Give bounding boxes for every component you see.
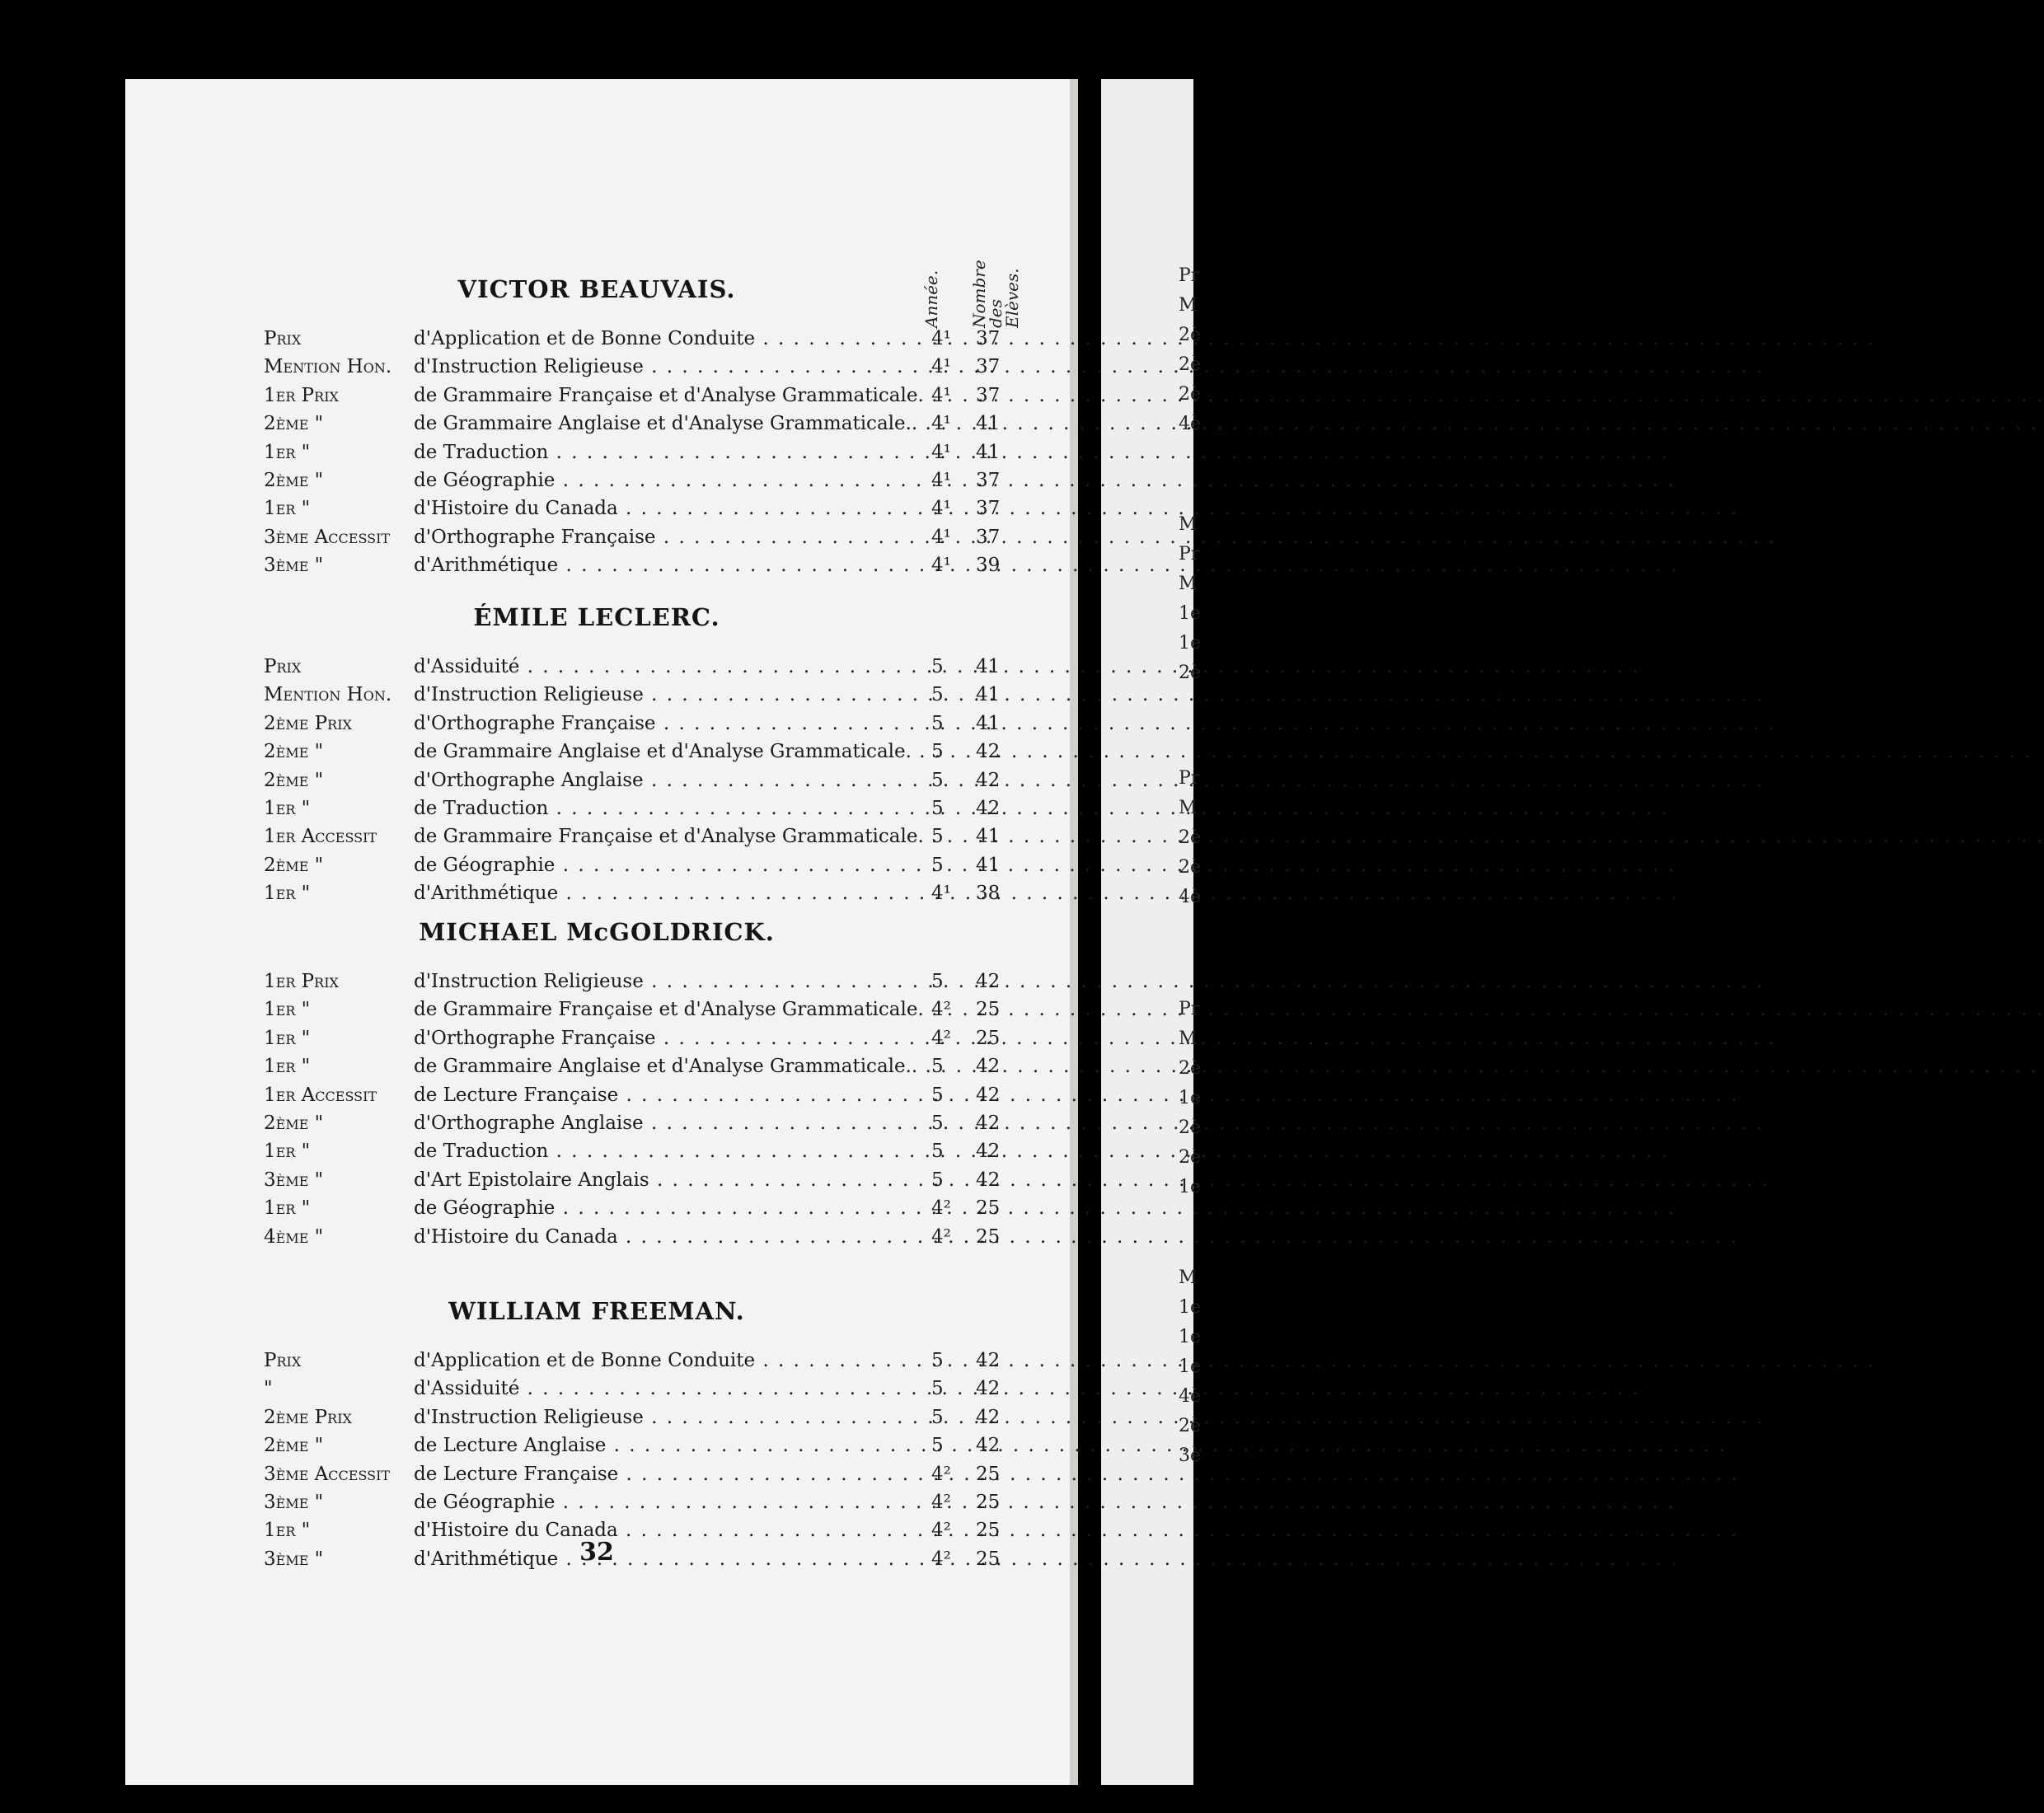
prize-year: 5 [931, 1378, 944, 1400]
prize-subject: de Traduction . . . [414, 798, 908, 819]
prize-subject: d'Instruction Religieuse . . . [414, 684, 908, 705]
prize-award: 3ème " [264, 1548, 324, 1570]
prize-pupil-count: 37 [976, 470, 1001, 491]
prize-year: 4¹ [931, 441, 951, 463]
prize-year: 4¹ [931, 498, 951, 520]
prize-pupil-count: 41 [976, 656, 1001, 677]
prize-award: Mention Hon. [264, 684, 392, 706]
prize-row [0, 713, 1193, 741]
prize-subject: d'Orthographe Anglaise . . . [414, 1113, 908, 1134]
prize-award: 2ème Prix [264, 712, 352, 734]
prize-pupil-count: 25 [976, 1492, 1001, 1513]
prize-row [0, 1085, 1193, 1113]
prize-row [0, 356, 1193, 384]
prize-award: 3ème " [264, 1492, 324, 1513]
prize-row [0, 442, 1193, 470]
prize-year: 4¹ [931, 470, 951, 491]
next-page-fragment: M [1179, 574, 1198, 594]
prize-year: 5 [931, 656, 944, 677]
prize-subject: de Traduction . . . [414, 1141, 908, 1162]
next-page-fragment: 1e [1179, 633, 1202, 654]
next-page-fragment: 4è [1179, 1386, 1202, 1407]
prize-year: 4² [931, 1520, 951, 1542]
prize-subject: d'Arithmétique . . . [414, 555, 908, 576]
prize-award: 1er Prix [264, 971, 339, 992]
prize-pupil-count: 42 [976, 1378, 1001, 1400]
next-page-fragment: 2è [1179, 857, 1202, 878]
next-page-fragment: 2è [1179, 827, 1202, 848]
prize-pupil-count: 25 [976, 1197, 1001, 1220]
prize-award: 1er " [264, 798, 311, 819]
next-page-fragment: Pr [1179, 999, 1200, 1019]
prize-award: 1er " [264, 498, 311, 520]
prize-year: 5 [931, 1406, 944, 1428]
prize-year: 5 [931, 1350, 944, 1371]
next-page-fragment: 2è [1179, 1147, 1202, 1168]
prize-row [0, 1350, 1193, 1378]
prize-year: 4² [931, 1027, 951, 1049]
prize-subject: d'Histoire du Canada . . . [414, 1226, 908, 1248]
prize-subject: d'Assiduité . . . [414, 656, 908, 677]
prize-pupil-count: 25 [976, 1463, 1001, 1485]
prize-pupil-count: 42 [976, 1084, 1001, 1106]
prize-award: 1er " [264, 1056, 311, 1078]
prize-subject: d'Application et de Bonne Conduite . . . [414, 1350, 908, 1371]
prize-award: 3ème " [264, 555, 324, 577]
prize-pupil-count: 42 [976, 1141, 1001, 1163]
prize-subject: d'Orthographe Française . . . [414, 1028, 908, 1049]
next-page-fragment: 3è [1179, 1445, 1202, 1466]
prize-row [0, 498, 1193, 526]
prize-subject: d'Orthographe Anglaise . . . [414, 770, 908, 791]
prize-year: 5 [931, 712, 944, 734]
prize-year: 4¹ [931, 555, 951, 577]
prize-pupil-count: 42 [976, 1435, 1001, 1457]
prize-row [0, 1378, 1193, 1406]
prize-pupil-count: 41 [976, 854, 1001, 876]
prize-pupil-count: 25 [976, 999, 1001, 1021]
prize-award: 1er " [264, 1520, 311, 1542]
prize-row [0, 1056, 1193, 1084]
next-page-fragment: M [1179, 295, 1198, 316]
prize-subject: de Lecture Anglaise . . . [414, 1435, 908, 1456]
prize-award: 3ème Accessit [264, 1463, 391, 1485]
prize-row [0, 1113, 1193, 1141]
prize-row [0, 1226, 1193, 1254]
prize-subject: d'Instruction Religieuse . . . [414, 1407, 908, 1428]
prize-award: " [264, 1378, 273, 1400]
prize-subject: d'Histoire du Canada . . . [414, 498, 908, 519]
prize-pupil-count: 25 [976, 1548, 1001, 1570]
prize-subject: de Grammaire Anglaise et d'Analyse Grammaticale.. . . . [414, 1056, 908, 1077]
next-page-fragment: 1e [1179, 1327, 1202, 1347]
prize-pupil-count: 42 [976, 971, 1001, 992]
prize-row [0, 385, 1193, 413]
prize-year: 5 [931, 1435, 944, 1457]
prize-subject: d'Arithmétique . . . [414, 883, 908, 904]
prize-award: 1er " [264, 1027, 311, 1049]
next-page-fragment: M [1179, 1267, 1198, 1288]
next-page-fragment: 2è [1179, 663, 1202, 683]
prize-year: 4² [931, 999, 951, 1021]
prize-pupil-count: 37 [976, 526, 1001, 548]
next-page-fragment: 2è [1179, 354, 1202, 375]
prize-year: 5 [931, 798, 944, 819]
prize-year: 4² [931, 1548, 951, 1570]
prize-award: 3ème Accessit [264, 526, 391, 548]
prize-award: 2ème " [264, 470, 324, 491]
prize-pupil-count: 42 [976, 1113, 1001, 1134]
prize-award: 1er " [264, 999, 311, 1021]
prize-row [0, 1407, 1193, 1435]
prize-pupil-count: 42 [976, 1350, 1001, 1371]
prize-award: 3ème " [264, 1169, 324, 1191]
next-page-fragment: 2è [1179, 384, 1202, 405]
prize-year: 5 [931, 769, 944, 791]
next-page-fragment: 1e [1179, 1177, 1202, 1197]
student-name-heading: MICHAEL McGOLDRICK. [419, 918, 775, 946]
next-page-fragment: 4è [1179, 887, 1202, 907]
prize-pupil-count: 37 [976, 384, 1001, 406]
prize-row [0, 656, 1193, 684]
prize-subject: de Grammaire Anglaise et d'Analyse Grammaticale.. . . . [414, 413, 908, 434]
prize-year: 5 [931, 1056, 944, 1078]
prize-row [0, 328, 1193, 356]
prize-row [0, 1028, 1193, 1056]
prize-year: 5 [931, 684, 944, 706]
prize-row [0, 1169, 1193, 1197]
prize-year: 4² [931, 1197, 951, 1220]
prize-row [0, 1464, 1193, 1492]
prize-row [0, 971, 1193, 999]
student-name-heading: ÉMILE LECLERC. [473, 603, 720, 631]
prize-subject: d'Instruction Religieuse . . . [414, 971, 908, 992]
prize-year: 4² [931, 1492, 951, 1513]
prize-year: 4¹ [931, 413, 951, 435]
prize-row [0, 470, 1193, 498]
prize-pupil-count: 42 [976, 1406, 1001, 1428]
next-page-fragment: 1e [1179, 1356, 1202, 1377]
prize-award: 2ème " [264, 1113, 324, 1134]
prize-year: 4² [931, 1463, 951, 1485]
prize-pupil-count: 42 [976, 798, 1001, 819]
year-column-header: Année. [921, 269, 941, 328]
student-name-heading: WILLIAM FREEMAN. [448, 1297, 745, 1325]
prize-pupil-count: 39 [976, 555, 1001, 577]
prize-subject: d'Orthographe Française . . . [414, 713, 908, 734]
prize-award: Prix [264, 1350, 302, 1371]
prize-year: 4¹ [931, 328, 951, 349]
next-page-fragment: M [1179, 514, 1198, 535]
prize-subject: d'Assiduité . . . [414, 1378, 908, 1399]
prize-row [0, 855, 1193, 883]
prize-row [0, 527, 1193, 555]
next-page-fragment: M [1179, 1028, 1198, 1049]
prize-row [0, 741, 1193, 769]
prize-row [0, 555, 1193, 583]
prize-pupil-count: 37 [976, 356, 1001, 378]
prize-award: 1er Accessit [264, 826, 377, 848]
prize-award: 1er Accessit [264, 1084, 377, 1106]
prize-subject: d'Instruction Religieuse . . . [414, 356, 908, 377]
prize-award: Mention Hon. [264, 356, 392, 378]
prize-year: 5 [931, 1084, 944, 1106]
prize-award: 2ème " [264, 769, 324, 791]
prize-year: 4¹ [931, 384, 951, 406]
prize-row [0, 1492, 1193, 1520]
prize-row [0, 1435, 1193, 1463]
prize-award: 2ème Prix [264, 1406, 352, 1428]
prize-award: Prix [264, 656, 302, 677]
prize-award: 1er " [264, 441, 311, 463]
prize-year: 5 [931, 854, 944, 876]
prize-pupil-count: 37 [976, 498, 1001, 520]
next-page-fragment: Pr [1179, 768, 1200, 789]
prize-row [0, 1141, 1193, 1169]
prize-year: 5 [931, 1169, 944, 1191]
prize-subject: de Grammaire Anglaise et d'Analyse Grammaticale. . . . [414, 741, 908, 762]
prize-pupil-count: 41 [976, 684, 1001, 706]
next-page-fragment: M [1179, 798, 1198, 818]
next-page-fragment: Pr [1179, 544, 1200, 565]
prize-pupil-count: 42 [976, 769, 1001, 791]
prize-award: 1er " [264, 1141, 311, 1163]
prize-row [0, 684, 1193, 712]
prize-year: 4¹ [931, 356, 951, 378]
prize-award: 2ème " [264, 1435, 324, 1457]
prize-pupil-count: 42 [976, 741, 1001, 763]
next-page-fragment: 2è [1179, 1117, 1202, 1138]
next-page-fragment: 4è [1179, 414, 1202, 434]
next-page-fragment: 1e [1179, 1297, 1202, 1318]
next-page-fragment: 2è [1179, 1058, 1202, 1079]
prize-pupil-count: 42 [976, 1169, 1001, 1191]
prize-award: 1er Prix [264, 384, 339, 406]
prize-year: 4¹ [931, 883, 951, 905]
prize-subject: de Grammaire Française et d'Analyse Grammaticale. . . . [414, 826, 908, 847]
prize-year: 4² [931, 1225, 951, 1248]
page-number: 32 [579, 1538, 614, 1567]
prize-subject: d'Arithmétique . . . [414, 1548, 908, 1570]
pupils-column-header: Nombre des Elèves. [969, 260, 1022, 328]
prize-row [0, 999, 1193, 1027]
prize-row [0, 770, 1193, 798]
prize-year: 5 [931, 741, 944, 763]
prize-subject: de Géographie . . . [414, 470, 908, 491]
prize-subject: d'Orthographe Française . . . [414, 527, 908, 548]
prize-year: 5 [931, 826, 944, 848]
prize-subject: de Géographie . . . [414, 855, 908, 876]
prize-award: Prix [264, 328, 302, 349]
prize-pupil-count: 37 [976, 328, 1001, 349]
next-page-fragment: 1e [1179, 603, 1202, 624]
next-page-fragment: Pr [1179, 265, 1200, 286]
prize-row [0, 798, 1193, 826]
prize-award: 1er " [264, 883, 311, 905]
prize-pupil-count: 25 [976, 1225, 1001, 1248]
prize-row [0, 413, 1193, 441]
prize-pupil-count: 42 [976, 1056, 1001, 1078]
next-page-fragment: 2è [1179, 1416, 1202, 1436]
prize-subject: de Géographie . . . [414, 1197, 908, 1219]
prize-award: 2ème " [264, 854, 324, 876]
prize-year: 5 [931, 1113, 944, 1134]
prize-pupil-count: 41 [976, 826, 1001, 848]
prize-pupil-count: 41 [976, 413, 1001, 435]
prize-award: 2ème " [264, 741, 324, 763]
prize-subject: de Géographie . . . [414, 1492, 908, 1513]
prize-award: 4ème " [264, 1225, 324, 1248]
prize-subject: de Lecture Française . . . [414, 1085, 908, 1106]
prize-subject: d'Application et de Bonne Conduite . . . [414, 328, 908, 349]
prize-subject: d'Art Epistolaire Anglais . . . [414, 1169, 908, 1191]
prize-year: 4¹ [931, 526, 951, 548]
prize-row [0, 1197, 1193, 1225]
prize-subject: de Lecture Française . . . [414, 1464, 908, 1485]
prize-subject: de Grammaire Française et d'Analyse Grammaticale. . . . [414, 999, 908, 1020]
prize-pupil-count: 41 [976, 441, 1001, 463]
prize-pupil-count: 25 [976, 1520, 1001, 1542]
prize-pupil-count: 25 [976, 1027, 1001, 1049]
prize-subject: d'Histoire du Canada . . . [414, 1520, 908, 1541]
prize-row [0, 826, 1193, 854]
prize-year: 5 [931, 1141, 944, 1163]
next-page-fragment: 2è [1179, 325, 1202, 345]
student-name-heading: VICTOR BEAUVAIS. [457, 275, 736, 303]
next-page-fragment: 1e [1179, 1088, 1202, 1108]
prize-award: 2ème " [264, 413, 324, 435]
prize-row [0, 883, 1193, 911]
prize-subject: de Grammaire Française et d'Analyse Grammaticale. . . . [414, 385, 908, 406]
prize-year: 5 [931, 971, 944, 992]
prize-award: 1er " [264, 1197, 311, 1220]
prize-subject: de Traduction . . . [414, 442, 908, 463]
prize-pupil-count: 38 [976, 883, 1001, 905]
prize-pupil-count: 41 [976, 712, 1001, 734]
